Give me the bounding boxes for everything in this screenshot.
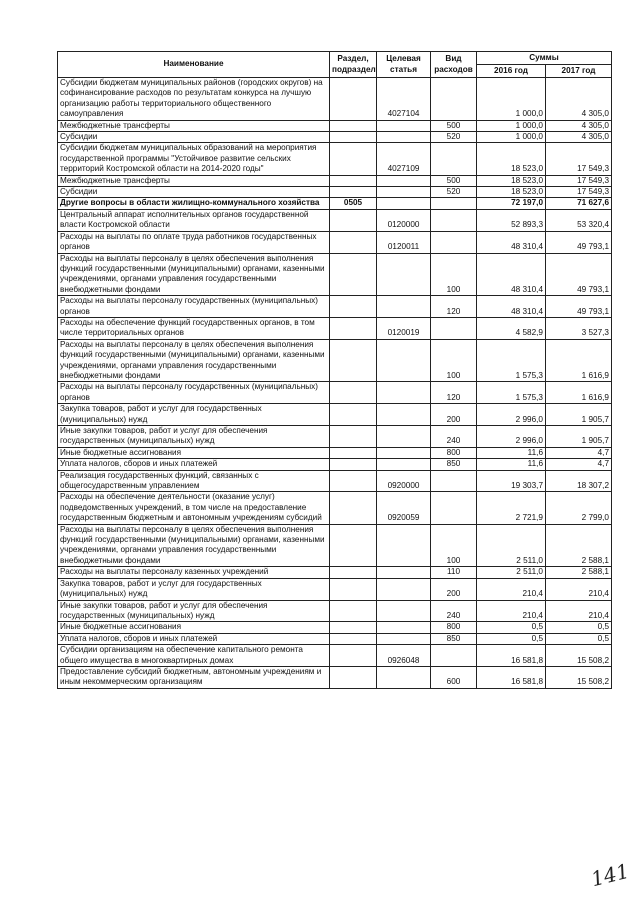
cell-sum-2017: 49 793,1	[546, 231, 612, 253]
cell-sum-2017: 71 627,6	[546, 198, 612, 209]
table-row	[58, 633, 612, 644]
cell-section	[330, 120, 377, 131]
cell-kind: 200	[431, 578, 477, 600]
table-row	[58, 567, 612, 578]
cell-sum-2017: 4 305,0	[546, 120, 612, 131]
cell-section	[330, 666, 377, 688]
cell-sum-2016: 48 310,4	[477, 296, 546, 318]
cell-sum-2017: 17 549,3	[546, 175, 612, 186]
cell-target	[377, 132, 431, 143]
table-row	[58, 339, 612, 382]
table-row	[58, 209, 612, 231]
table-row	[58, 175, 612, 186]
cell-kind	[431, 470, 477, 492]
table-row	[58, 622, 612, 633]
cell-name: Расходы на выплаты персоналу государственных (муниципальных) органов	[58, 296, 330, 318]
table-row	[58, 296, 612, 318]
table-row	[58, 120, 612, 131]
cell-section	[330, 524, 377, 567]
cell-name: Расходы на обеспечение функций государственных органов, в том числе территориальных органов	[58, 317, 330, 339]
cell-target: 0120000	[377, 209, 431, 231]
cell-sum-2016: 2 996,0	[477, 426, 546, 448]
cell-kind: 200	[431, 404, 477, 426]
cell-name: Расходы на выплаты персоналу в целях обеспечения выполнения функций государственными (муниципальными) органами, казенными учреждениями, органами управления государственными внебюджетными фондами	[58, 524, 330, 567]
cell-kind	[431, 198, 477, 209]
table-body	[58, 78, 612, 689]
cell-sum-2016: 1 575,3	[477, 339, 546, 382]
header-sums: Суммы	[477, 52, 612, 65]
cell-sum-2016: 4 582,9	[477, 317, 546, 339]
table-row	[58, 187, 612, 198]
table-row	[58, 198, 612, 209]
cell-section	[330, 382, 377, 404]
cell-sum-2017: 49 793,1	[546, 296, 612, 318]
table-row	[58, 78, 612, 121]
cell-name: Расходы на выплаты по оплате труда работников государственных органов	[58, 231, 330, 253]
cell-name: Иные бюджетные ассигнования	[58, 447, 330, 458]
cell-target	[377, 382, 431, 404]
cell-section	[330, 253, 377, 296]
cell-sum-2017: 49 793,1	[546, 253, 612, 296]
budget-table	[57, 51, 612, 689]
cell-target: 4027104	[377, 78, 431, 121]
cell-name: Центральный аппарат исполнительных органов государственной власти Костромской области	[58, 209, 330, 231]
cell-target	[377, 524, 431, 567]
cell-sum-2016: 1 000,0	[477, 132, 546, 143]
cell-sum-2016: 52 893,3	[477, 209, 546, 231]
table-row	[58, 459, 612, 470]
table-row	[58, 404, 612, 426]
cell-kind: 120	[431, 296, 477, 318]
cell-name: Закупка товаров, работ и услуг для государственных (муниципальных) нужд	[58, 404, 330, 426]
cell-sum-2017: 1 905,7	[546, 404, 612, 426]
cell-kind: 240	[431, 426, 477, 448]
cell-target	[377, 459, 431, 470]
cell-target	[377, 120, 431, 131]
cell-section	[330, 459, 377, 470]
cell-kind	[431, 231, 477, 253]
cell-name: Субсидии организациям на обеспечение капитального ремонта общего имущества в многоквартирных домах	[58, 645, 330, 667]
cell-sum-2016: 72 197,0	[477, 198, 546, 209]
cell-section	[330, 231, 377, 253]
cell-sum-2017: 4 305,0	[546, 78, 612, 121]
cell-sum-2016: 2 511,0	[477, 567, 546, 578]
cell-kind: 240	[431, 600, 477, 622]
cell-kind: 800	[431, 622, 477, 633]
cell-sum-2017: 2 588,1	[546, 524, 612, 567]
cell-name: Другие вопросы в области жилищно-коммунального хозяйства	[58, 198, 330, 209]
cell-name: Расходы на выплаты персоналу в целях обеспечения выполнения функций государственными (муниципальными) органами, казенными учреждениями, органами управления государственными внебюджетными фондами	[58, 339, 330, 382]
table-row	[58, 470, 612, 492]
cell-target	[377, 447, 431, 458]
cell-section	[330, 622, 377, 633]
cell-sum-2016: 1 575,3	[477, 382, 546, 404]
table-row	[58, 600, 612, 622]
cell-name: Субсидии бюджетам муниципальных районов (городских округов) на софинансирование расходов по результатам конкурса на лучшую организацию работы территориального общественного самоуправления	[58, 78, 330, 121]
cell-kind	[431, 317, 477, 339]
cell-sum-2016: 18 523,0	[477, 175, 546, 186]
cell-sum-2017: 2 799,0	[546, 492, 612, 524]
cell-sum-2016: 16 581,8	[477, 645, 546, 667]
cell-target: 0120019	[377, 317, 431, 339]
cell-section	[330, 143, 377, 175]
cell-kind: 100	[431, 253, 477, 296]
cell-sum-2017: 53 320,4	[546, 209, 612, 231]
cell-name: Субсидии бюджетам муниципальных образований на мероприятия государственной программы "Устойчивое развитие сельских территорий Костромской области на 2014-2020 годы"	[58, 143, 330, 175]
header-name: Наименование	[58, 52, 330, 78]
table-row	[58, 317, 612, 339]
cell-target	[377, 253, 431, 296]
header-year-2016: 2016 год	[477, 65, 546, 78]
cell-name: Предоставление субсидий бюджетным, автономным учреждениям и иным некоммерческим организациям	[58, 666, 330, 688]
cell-section	[330, 600, 377, 622]
cell-section	[330, 339, 377, 382]
cell-target	[377, 600, 431, 622]
cell-name: Межбюджетные трансферты	[58, 120, 330, 131]
header-kind: Вид расходов	[431, 52, 477, 78]
cell-kind: 100	[431, 524, 477, 567]
cell-target	[377, 578, 431, 600]
cell-section	[330, 633, 377, 644]
cell-name: Иные закупки товаров, работ и услуг для обеспечения государственных (муниципальных) нужд	[58, 426, 330, 448]
cell-sum-2017: 2 588,1	[546, 567, 612, 578]
cell-kind	[431, 645, 477, 667]
cell-kind: 110	[431, 567, 477, 578]
cell-sum-2016: 19 303,7	[477, 470, 546, 492]
cell-target	[377, 175, 431, 186]
cell-sum-2016: 18 523,0	[477, 143, 546, 175]
cell-target	[377, 426, 431, 448]
cell-section	[330, 426, 377, 448]
cell-name: Расходы на выплаты персоналу в целях обеспечения выполнения функций государственными (муниципальными) органами, казенными учреждениями, органами управления государственными внебюджетными фондами	[58, 253, 330, 296]
cell-name: Субсидии	[58, 132, 330, 143]
cell-section	[330, 578, 377, 600]
cell-section	[330, 175, 377, 186]
cell-name: Расходы на выплаты персоналу государственных (муниципальных) органов	[58, 382, 330, 404]
cell-sum-2017: 15 508,2	[546, 666, 612, 688]
cell-sum-2016: 1 000,0	[477, 78, 546, 121]
cell-section: 0505	[330, 198, 377, 209]
cell-section	[330, 492, 377, 524]
cell-kind: 600	[431, 666, 477, 688]
cell-kind: 120	[431, 382, 477, 404]
cell-name: Уплата налогов, сборов и иных платежей	[58, 459, 330, 470]
cell-section	[330, 645, 377, 667]
cell-target	[377, 339, 431, 382]
cell-kind: 520	[431, 132, 477, 143]
cell-sum-2016: 16 581,8	[477, 666, 546, 688]
cell-sum-2017: 17 549,3	[546, 187, 612, 198]
header-row	[58, 52, 612, 65]
table-row	[58, 382, 612, 404]
table-row	[58, 524, 612, 567]
cell-sum-2017: 210,4	[546, 578, 612, 600]
cell-target	[377, 567, 431, 578]
cell-sum-2017: 1 905,7	[546, 426, 612, 448]
cell-kind: 100	[431, 339, 477, 382]
cell-sum-2017: 17 549,3	[546, 143, 612, 175]
cell-kind: 850	[431, 459, 477, 470]
cell-sum-2017: 0,5	[546, 622, 612, 633]
cell-sum-2016: 18 523,0	[477, 187, 546, 198]
table-row	[58, 666, 612, 688]
cell-target	[377, 622, 431, 633]
cell-name: Уплата налогов, сборов и иных платежей	[58, 633, 330, 644]
cell-section	[330, 470, 377, 492]
page-number: 141	[588, 858, 632, 892]
cell-sum-2017: 15 508,2	[546, 645, 612, 667]
header-year-2017: 2017 год	[546, 65, 612, 78]
cell-target	[377, 666, 431, 688]
table-row	[58, 231, 612, 253]
cell-name: Иные закупки товаров, работ и услуг для обеспечения государственных (муниципальных) нужд	[58, 600, 330, 622]
cell-sum-2017: 4 305,0	[546, 132, 612, 143]
cell-sum-2016: 11,6	[477, 459, 546, 470]
cell-sum-2016: 210,4	[477, 600, 546, 622]
cell-kind: 500	[431, 175, 477, 186]
cell-name: Субсидии	[58, 187, 330, 198]
cell-sum-2016: 48 310,4	[477, 231, 546, 253]
cell-kind: 850	[431, 633, 477, 644]
cell-target	[377, 187, 431, 198]
cell-sum-2016: 0,5	[477, 622, 546, 633]
cell-sum-2016: 48 310,4	[477, 253, 546, 296]
cell-sum-2016: 2 511,0	[477, 524, 546, 567]
cell-name: Расходы на выплаты персоналу казенных учреждений	[58, 567, 330, 578]
cell-section	[330, 132, 377, 143]
cell-section	[330, 567, 377, 578]
table-row	[58, 143, 612, 175]
cell-target	[377, 296, 431, 318]
header-section: Раздел, подраздел	[330, 52, 377, 78]
cell-target: 0926048	[377, 645, 431, 667]
cell-name: Межбюджетные трансферты	[58, 175, 330, 186]
cell-sum-2016: 2 996,0	[477, 404, 546, 426]
cell-target: 0920059	[377, 492, 431, 524]
cell-section	[330, 209, 377, 231]
cell-section	[330, 404, 377, 426]
cell-name: Закупка товаров, работ и услуг для государственных (муниципальных) нужд	[58, 578, 330, 600]
cell-sum-2016: 2 721,9	[477, 492, 546, 524]
cell-sum-2016: 0,5	[477, 633, 546, 644]
cell-kind: 500	[431, 120, 477, 131]
cell-sum-2017: 1 616,9	[546, 339, 612, 382]
cell-sum-2016: 210,4	[477, 578, 546, 600]
cell-sum-2017: 0,5	[546, 633, 612, 644]
cell-target: 4027109	[377, 143, 431, 175]
cell-section	[330, 447, 377, 458]
table-row	[58, 578, 612, 600]
header-target: Целевая статья	[377, 52, 431, 78]
cell-section	[330, 317, 377, 339]
cell-section	[330, 187, 377, 198]
cell-sum-2017: 4,7	[546, 459, 612, 470]
cell-sum-2017: 4,7	[546, 447, 612, 458]
table-row	[58, 426, 612, 448]
cell-kind	[431, 78, 477, 121]
cell-target	[377, 198, 431, 209]
cell-kind	[431, 492, 477, 524]
cell-sum-2017: 1 616,9	[546, 382, 612, 404]
table-row	[58, 492, 612, 524]
cell-section	[330, 296, 377, 318]
cell-section	[330, 78, 377, 121]
cell-name: Иные бюджетные ассигнования	[58, 622, 330, 633]
cell-target: 0920000	[377, 470, 431, 492]
cell-kind: 800	[431, 447, 477, 458]
cell-sum-2016: 1 000,0	[477, 120, 546, 131]
cell-kind	[431, 143, 477, 175]
table-row	[58, 253, 612, 296]
table-row	[58, 447, 612, 458]
cell-target	[377, 633, 431, 644]
table-row	[58, 132, 612, 143]
cell-kind: 520	[431, 187, 477, 198]
cell-kind	[431, 209, 477, 231]
cell-sum-2017: 210,4	[546, 600, 612, 622]
cell-sum-2017: 3 527,3	[546, 317, 612, 339]
cell-name: Расходы на обеспечение деятельности (оказание услуг) подведомственных учреждений, в том числе на предоставление государственным бюджетным и автономным учреждениям субсидий	[58, 492, 330, 524]
table-row	[58, 645, 612, 667]
cell-target	[377, 404, 431, 426]
cell-target: 0120011	[377, 231, 431, 253]
cell-name: Реализация государственных функций, связанных с общегосударственным управлением	[58, 470, 330, 492]
cell-sum-2016: 11,6	[477, 447, 546, 458]
cell-sum-2017: 18 307,2	[546, 470, 612, 492]
